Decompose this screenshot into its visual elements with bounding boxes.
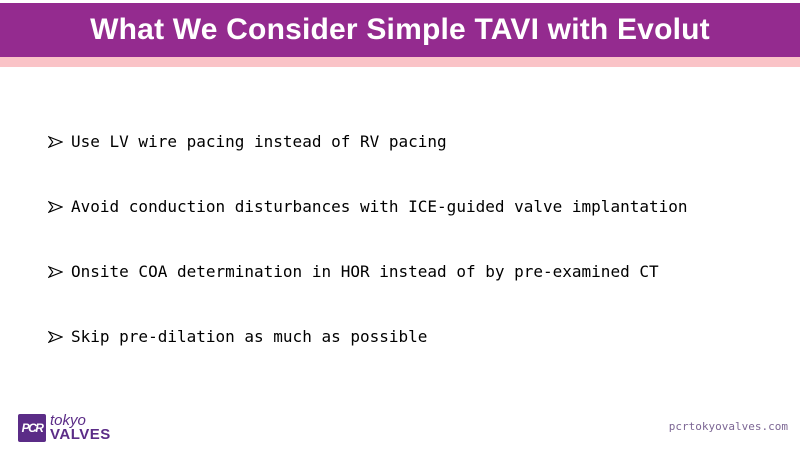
bullet-item	[48, 196, 688, 218]
bullet-text: Use LV wire pacing instead of RV pacing	[71, 132, 447, 151]
slide-title: What We Consider Simple TAVI with Evolut	[90, 13, 710, 46]
arrowhead-right-icon	[48, 135, 63, 149]
logo-text	[50, 413, 111, 442]
bullet-text: Onsite COA determination in HOR instead of by pre-examined CT	[71, 262, 659, 281]
arrowhead-right-icon	[48, 265, 63, 279]
bullet-text: Avoid conduction disturbances with ICE-guided valve implantation	[71, 197, 688, 216]
website-url: pcrtokyovalves.com	[668, 420, 788, 433]
bullet-text: Skip pre-dilation as much as possible	[71, 327, 428, 346]
bullet-item	[48, 326, 688, 348]
title-bar	[0, 3, 800, 57]
logo-tokyo-label: tokyo	[50, 412, 86, 429]
bullet-item	[48, 261, 688, 283]
bullet-item	[48, 131, 688, 153]
pcr-logo-badge-text: PCR	[21, 421, 43, 435]
arrowhead-right-icon	[48, 330, 63, 344]
arrowhead-right-icon	[48, 200, 63, 214]
pcr-logo-badge	[18, 414, 46, 442]
bullet-list	[48, 131, 688, 348]
logo-valves-label: VALVES	[50, 426, 111, 443]
pcr-tokyovalves-logo	[18, 414, 111, 442]
pink-accent-strip	[0, 57, 800, 67]
